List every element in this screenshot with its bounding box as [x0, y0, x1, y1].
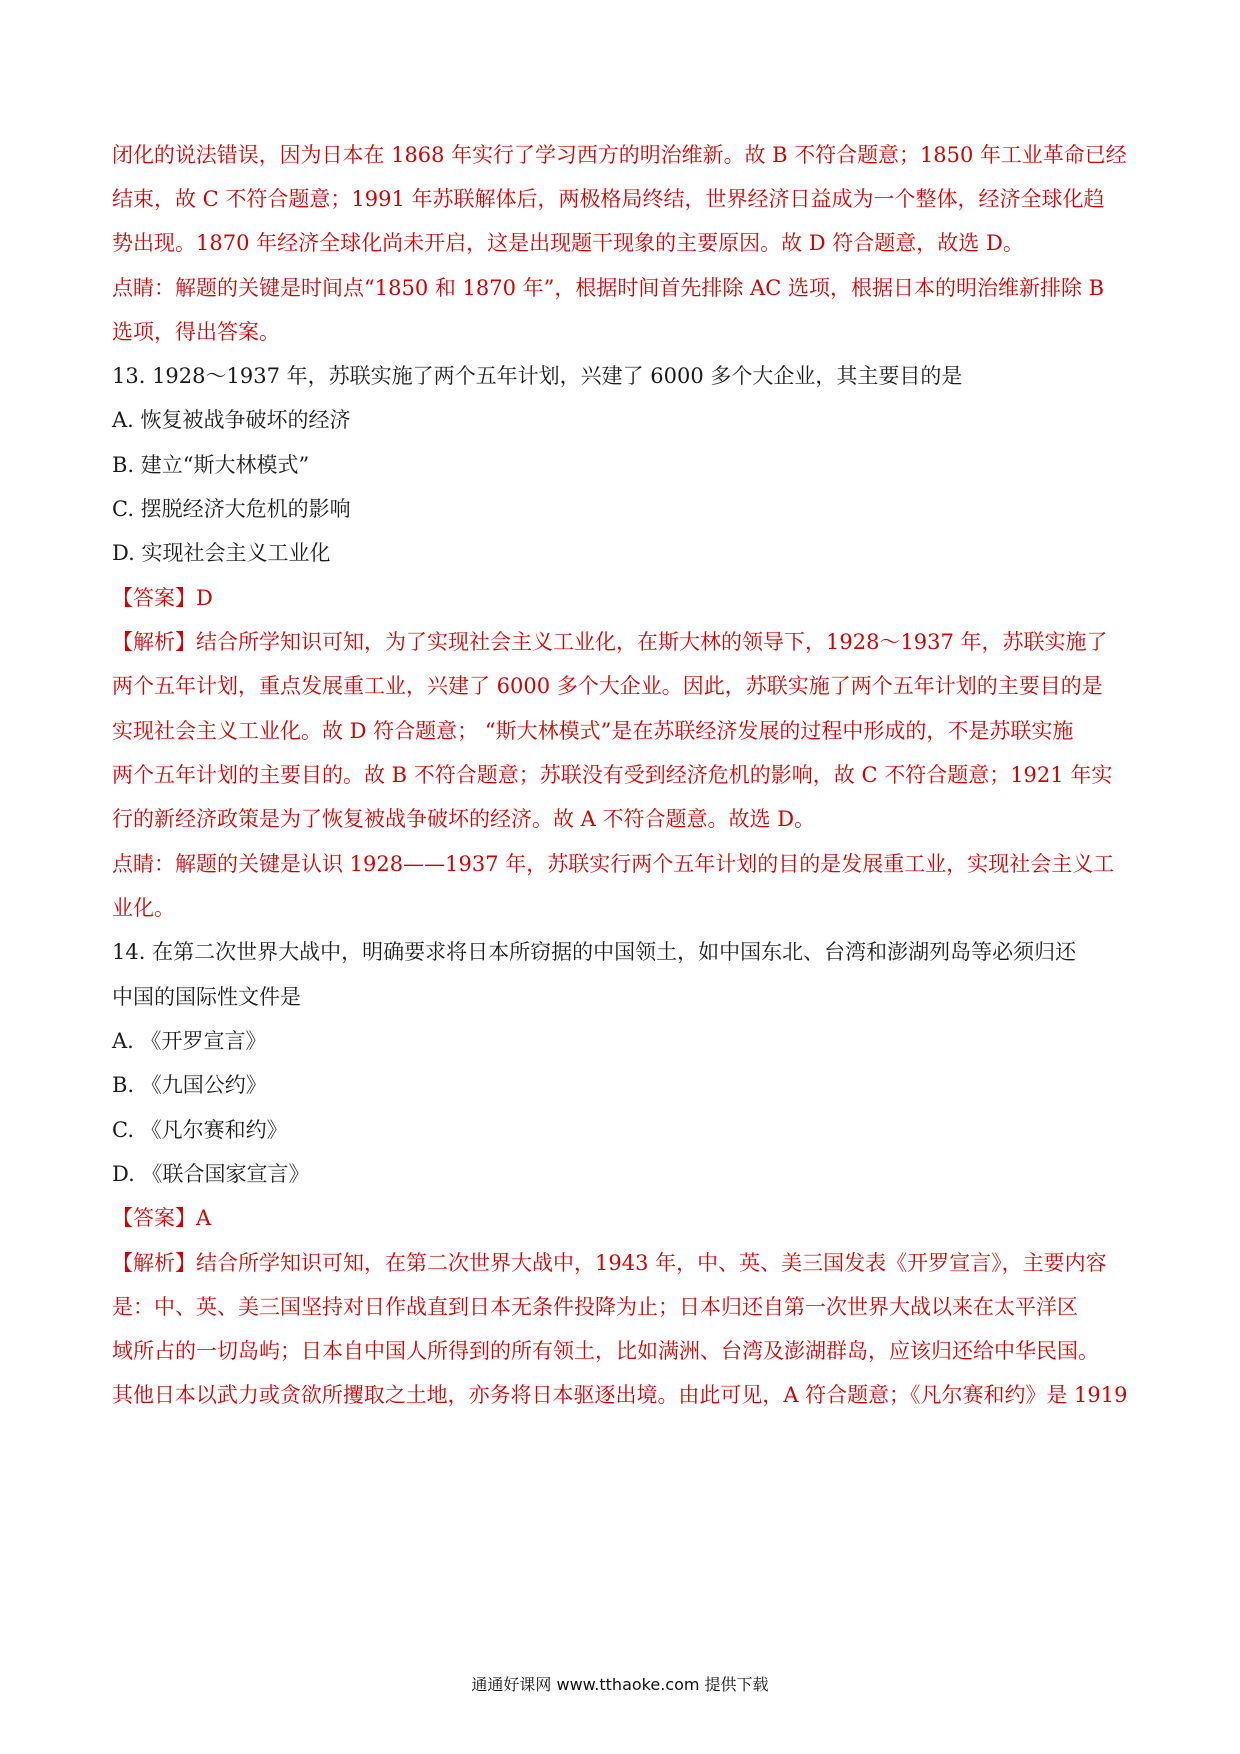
q13-explanation-line: 【解析】结合所学知识可知，为了实现社会主义工业化，在斯大林的领导下，1928～1937 年，苏联实施了	[112, 630, 1108, 654]
explanation-line: 闭化的说法错误，因为日本在 1868 年实行了学习西方的明治维新。故 B 不符合题意；1850 年工业革命已经	[112, 143, 1127, 167]
q14-explanation-line: 其他日本以武力或贪欲所攫取之土地，亦务将日本驱逐出境。由此可见，A 符合题意；《凡尔赛和约》是 1919	[112, 1383, 1128, 1407]
q13-option-a: A. 恢复被战争破坏的经济	[112, 408, 351, 432]
key-point-line: 点睛：解题的关键是时间点“1850 和 1870 年”，根据时间首先排除 AC 选项，根据日本的明治维新排除 B	[112, 276, 1105, 300]
q14-explanation-line: 是：中、英、美三国坚持对日作战直到日本无条件投降为止；日本归还自第一次世界大战以来在太平洋区	[112, 1295, 1078, 1319]
q13-key-point-line: 业化。	[112, 896, 175, 920]
q14-explanation-line: 【解析】结合所学知识可知，在第二次世界大战中，1943 年，中、英、美三国发表《开罗宣言》，主要内容	[112, 1251, 1107, 1275]
q13-option-c: C. 摆脱经济大危机的影响	[112, 497, 351, 521]
q13-answer: 【答案】D	[112, 586, 213, 610]
q14-option-a: A. 《开罗宣言》	[112, 1029, 267, 1053]
q13-option-d: D. 实现社会主义工业化	[112, 541, 331, 565]
q14-option-c: C. 《凡尔赛和约》	[112, 1118, 288, 1142]
question-13-stem: 13. 1928～1937 年，苏联实施了两个五年计划，兴建了 6000 多个大企业，其主要目的是	[112, 364, 963, 388]
q14-option-b: B. 《九国公约》	[112, 1073, 267, 1097]
question-14-stem: 中国的国际性文件是	[112, 985, 301, 1009]
q13-explanation-line: 两个五年计划的主要目的。故 B 不符合题意；苏联没有受到经济危机的影响，故 C 不符合题意；1921 年实	[112, 763, 1113, 787]
key-point-line: 选项，得出答案。	[112, 320, 280, 344]
q13-option-b: B. 建立“斯大林模式”	[112, 453, 310, 477]
explanation-line: 势出现。1870 年经济全球化尚未开启，这是出现题干现象的主要原因。故 D 符合题意，故选 D。	[112, 231, 1024, 255]
q13-explanation-line: 行的新经济政策是为了恢复被战争破坏的经济。故 A 不符合题意。故选 D。	[112, 807, 816, 831]
q14-answer: 【答案】A	[112, 1206, 212, 1230]
question-14-stem: 14. 在第二次世界大战中，明确要求将日本所窃据的中国领土，如中国东北、台湾和澎湖列岛等必须归还	[112, 940, 1077, 964]
q14-explanation-line: 域所占的一切岛屿；日本自中国人所得到的所有领土，比如满洲、台湾及澎湖群岛，应该归还给中华民国。	[112, 1339, 1099, 1363]
page-footer: 通通好课网 www.tthaoke.com 提供下载	[471, 1675, 769, 1694]
q13-key-point-line: 点睛：解题的关键是认识 1928——1937 年，苏联实行两个五年计划的目的是发展重工业，实现社会主义工	[112, 852, 1115, 876]
explanation-line: 结束，故 C 不符合题意；1991 年苏联解体后，两极格局终结，世界经济日益成为一个整体，经济全球化趋	[112, 187, 1105, 211]
q14-option-d: D. 《联合国家宣言》	[112, 1162, 310, 1186]
q13-explanation-line: 实现社会主义工业化。故 D 符合题意； “斯大林模式”是在苏联经济发展的过程中形成的，不是苏联实施	[112, 719, 1074, 743]
q13-explanation-line: 两个五年计划，重点发展重工业，兴建了 6000 多个大企业。因此，苏联实施了两个五年计划的主要目的是	[112, 674, 1103, 698]
